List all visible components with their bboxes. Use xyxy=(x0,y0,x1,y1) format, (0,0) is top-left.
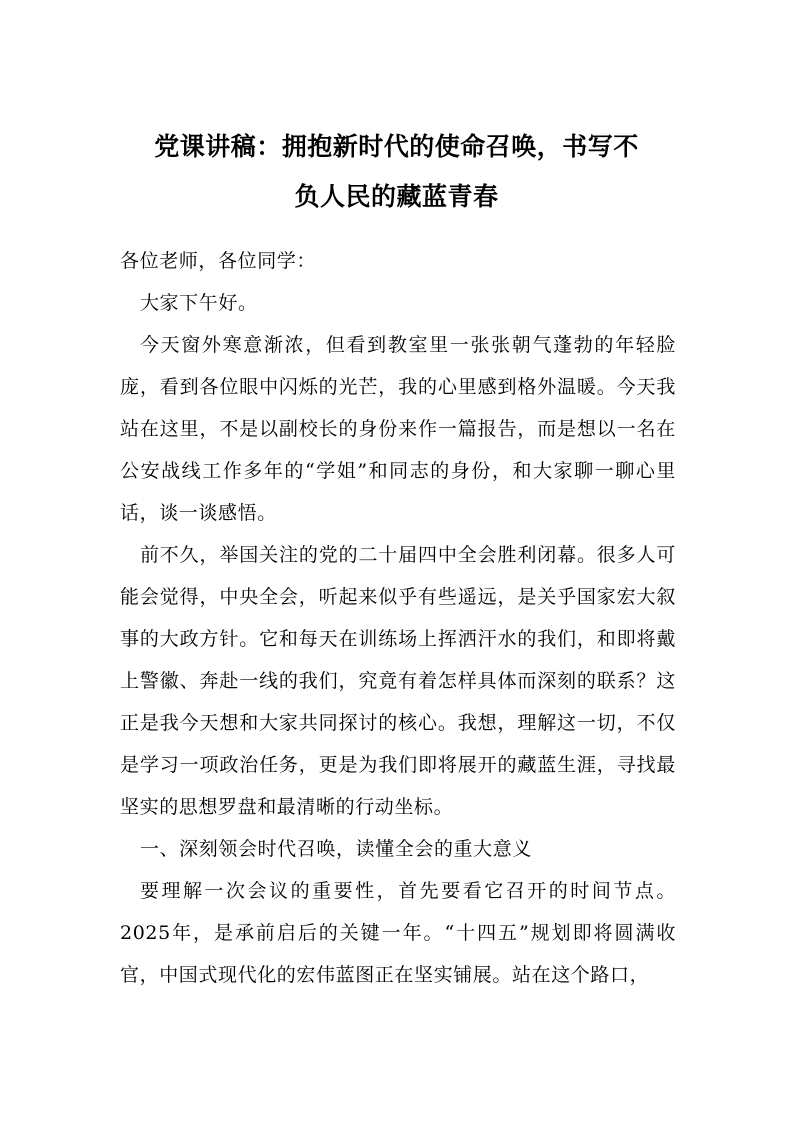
document-title xyxy=(100,122,693,222)
salutation: 各位老师，各位同学： xyxy=(120,250,317,272)
greeting: 大家下午好。 xyxy=(139,292,258,314)
document-title-line-1: 党课讲稿：拥抱新时代的使命召唤，书写不 xyxy=(154,132,639,161)
paragraph-1: 今天窗外寒意渐浓，但看到教室里一张张朝气蓬勃的年轻脸庞，看到各位眼中闪烁的光芒，我的心里感到格外温暖。今天我站在这里，不是以副校长的身份来作一篇报告，而是想以一名在公安战线工作多年的“学姐”和同志的身份，和大家聊一聊心里话，谈一谈感悟。 xyxy=(120,334,676,524)
section-heading: 一、深刻领会时代召唤，读懂全会的重大意义 xyxy=(139,838,532,860)
document-body xyxy=(120,240,676,996)
paragraph-2: 前不久，举国关注的党的二十届四中全会胜利闭幕。很多人可能会觉得，中央全会，听起来似乎有些遥远，是关乎国家宏大叙事的大政方针。它和每天在训练场上挥洒汗水的我们，和即将戴上警徽、奔赴一线的我们，究竟有着怎样具体而深刻的联系？这正是我今天想和大家共同探讨的核心。我想，理解这一切，不仅是学习一项政治任务，更是为我们即将展开的藏蓝生涯，寻找最坚实的思想罗盘和最清晰的行动坐标。 xyxy=(120,544,676,818)
document-title-line-2: 负人民的藏蓝青春 xyxy=(294,182,499,211)
paragraph-3: 要理解一次会议的重要性，首先要看它召开的时间节点。2025年，是承前启后的关键一年。“十四五”规划即将圆满收官，中国式现代化的宏伟蓝图正在坚实铺展。站在这个路口， xyxy=(120,880,676,986)
